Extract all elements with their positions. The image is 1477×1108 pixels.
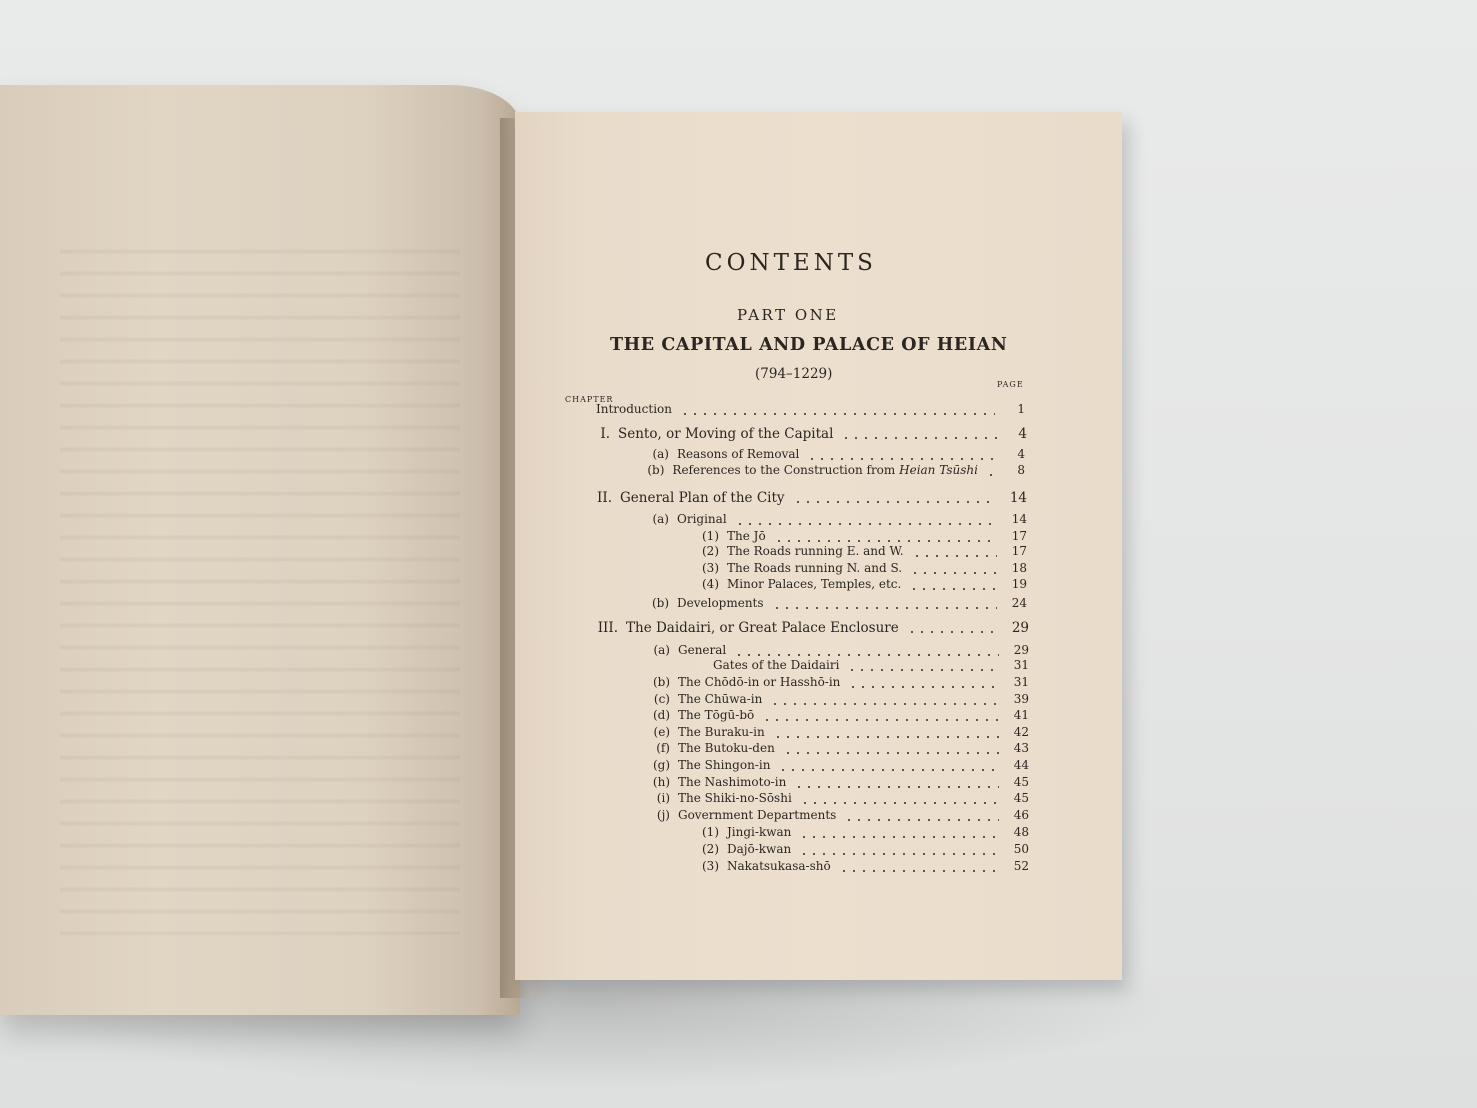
entry-number: (e) <box>653 725 670 739</box>
entry-number: (h) <box>652 775 670 789</box>
entry-label <box>678 791 792 805</box>
contents-entry <box>685 842 1029 860</box>
contents-entry <box>685 859 1029 877</box>
entry-label <box>618 426 833 442</box>
dot-leader <box>839 869 999 873</box>
entry-label <box>678 741 775 755</box>
entry-page-number: 4 <box>1017 447 1025 461</box>
entry-number: (i) <box>656 791 670 805</box>
contents-entry <box>563 490 1027 508</box>
contents-entry <box>635 512 1027 530</box>
entry-label-text: General Plan of the City <box>620 490 785 506</box>
entry-page-number: 43 <box>1013 741 1029 755</box>
entry-page-number: 14 <box>1009 490 1027 506</box>
left-page <box>0 85 520 1015</box>
entry-label-text: Nakatsukasa-shō <box>727 859 831 873</box>
entry-label-text: General <box>678 643 727 657</box>
entry-label-text: Government Departments <box>678 808 837 822</box>
entry-label <box>677 447 799 461</box>
dot-leader <box>680 412 995 416</box>
dot-leader <box>770 702 999 706</box>
entry-label <box>727 577 901 591</box>
entry-label-text: Gates of the Daidairi <box>713 658 840 672</box>
entry-page-number: 41 <box>1013 708 1029 722</box>
entry-label <box>727 544 904 558</box>
dot-leader <box>848 685 999 689</box>
dot-leader <box>793 500 997 504</box>
entry-label-text: The Chōdō-in or Hasshō-in <box>678 675 841 689</box>
entry-number: I. <box>600 426 610 442</box>
dot-leader <box>912 554 997 558</box>
entry-label-text: Jingi-kwan <box>727 825 792 839</box>
dot-leader <box>807 457 995 461</box>
contents-entry <box>685 577 1027 595</box>
entry-label-text: The Roads running E. and W. <box>727 544 904 558</box>
dot-leader <box>907 630 999 634</box>
contents-entry <box>635 791 1029 809</box>
entry-label-italic: Heian Tsūshi <box>899 463 978 477</box>
entry-number: (1) <box>702 825 719 839</box>
entry-label <box>678 692 762 706</box>
entry-label-text: Developments <box>677 596 764 610</box>
dot-leader <box>844 818 999 822</box>
entry-page-number: 48 <box>1013 825 1029 839</box>
entry-page-number: 19 <box>1011 577 1027 591</box>
entry-label-text: Reasons of Removal <box>677 447 800 461</box>
part-heading: PART ONE <box>737 306 839 324</box>
entry-page-number: 45 <box>1013 791 1029 805</box>
entry-page-number: 39 <box>1013 692 1029 706</box>
dot-leader <box>910 571 997 575</box>
entry-number: (d) <box>652 708 670 722</box>
entry-label-text: Sento, or Moving of the Capital <box>618 426 834 442</box>
entry-page-number: 31 <box>1013 658 1029 672</box>
entry-page-number: 46 <box>1013 808 1029 822</box>
entry-label <box>596 402 672 416</box>
right-page-contents <box>515 112 1122 980</box>
dot-leader <box>735 522 997 526</box>
entry-label-text: The Daidairi, or Great Palace Enclosure <box>626 620 899 636</box>
entry-number: (f) <box>656 741 670 755</box>
entry-label <box>727 842 791 856</box>
dot-leader <box>799 835 999 839</box>
entry-number: (b) <box>652 675 670 689</box>
entry-page-number: 17 <box>1011 544 1027 558</box>
contents-entry <box>563 620 1029 638</box>
dot-leader <box>773 735 999 739</box>
entry-number: (j) <box>656 808 670 822</box>
dot-leader <box>774 539 997 543</box>
contents-entry <box>588 402 1025 420</box>
entry-label-text: The Shiki-no-Sōshi <box>678 791 792 805</box>
entry-label-text: The Buraku-in <box>678 725 765 739</box>
contents-entry <box>635 758 1029 776</box>
entry-number: II. <box>597 490 612 506</box>
contents-title: CONTENTS <box>705 250 877 276</box>
entry-page-number: 14 <box>1011 512 1027 526</box>
entry-page-number: 24 <box>1011 596 1027 610</box>
dot-leader <box>762 718 999 722</box>
entry-page-number: 18 <box>1011 561 1027 575</box>
entry-label <box>727 859 831 873</box>
part-subtitle: THE CAPITAL AND PALACE OF HEIAN <box>610 335 1008 355</box>
dot-leader <box>783 751 999 755</box>
entry-label-text: The Shingon-in <box>678 758 771 772</box>
entry-label <box>678 808 836 822</box>
contents-entry <box>685 825 1029 843</box>
entry-label-text: The Chūwa-in <box>678 692 763 706</box>
chapter-column-label: CHAPTER <box>565 395 614 404</box>
dot-leader <box>841 436 997 440</box>
entry-page-number: 4 <box>1018 426 1027 442</box>
entry-label <box>678 725 765 739</box>
entry-number: (3) <box>702 859 719 873</box>
entry-label-text: The Roads running N. and S. <box>727 561 903 575</box>
entry-number: (a) <box>653 643 670 657</box>
entry-page-number: 44 <box>1013 758 1029 772</box>
entry-page-number: 45 <box>1013 775 1029 789</box>
entry-label <box>727 825 791 839</box>
entry-page-number: 52 <box>1013 859 1029 873</box>
entry-label-text: The Butoku-den <box>678 741 775 755</box>
entry-number: (a) <box>652 447 669 461</box>
contents-entry <box>635 675 1029 693</box>
part-dates: (794–1229) <box>755 366 833 382</box>
entry-number: III. <box>597 620 618 636</box>
dot-leader <box>909 587 997 591</box>
entry-number: (2) <box>702 544 719 558</box>
entry-page-number: 8 <box>1017 463 1025 477</box>
entry-page-number: 31 <box>1013 675 1029 689</box>
dot-leader <box>799 852 999 856</box>
entry-label <box>678 758 770 772</box>
entry-number: (g) <box>652 758 670 772</box>
contents-entry <box>563 426 1027 444</box>
entry-label-text: References to the Construction from <box>672 463 896 477</box>
entry-page-number: 17 <box>1011 529 1027 543</box>
entry-label <box>713 658 839 672</box>
entry-number: (b) <box>651 596 669 610</box>
entry-label <box>678 775 786 789</box>
entry-page-number: 29 <box>1013 643 1029 657</box>
dot-leader <box>800 801 999 805</box>
dot-leader <box>847 668 999 672</box>
entry-number: (3) <box>702 561 719 575</box>
entry-label-text: Minor Palaces, Temples, etc. <box>727 577 902 591</box>
entry-label-text: Introduction <box>596 402 672 416</box>
entry-page-number: 50 <box>1013 842 1029 856</box>
entry-page-number: 1 <box>1017 402 1025 416</box>
dot-leader <box>986 473 998 477</box>
entry-label <box>727 529 766 543</box>
entry-label-text: The Tōgū-bō <box>678 708 755 722</box>
entry-label <box>620 490 785 506</box>
entry-page-number: 29 <box>1011 620 1029 636</box>
entry-label-text: Dajō-kwan <box>727 842 792 856</box>
entry-label-text: Original <box>677 512 727 526</box>
contents-entry <box>685 544 1027 562</box>
entry-label <box>678 708 754 722</box>
entry-number: (a) <box>652 512 669 526</box>
contents-entry <box>635 596 1027 614</box>
entry-label <box>678 643 726 657</box>
dot-leader <box>734 653 999 657</box>
entry-label <box>677 512 727 526</box>
entry-label <box>672 463 978 477</box>
entry-label <box>626 620 899 636</box>
contents-entry <box>635 741 1029 759</box>
dot-leader <box>794 785 999 789</box>
contents-entry <box>635 808 1029 826</box>
entry-label-text: The Nashimoto-in <box>678 775 787 789</box>
entry-number: (1) <box>702 529 719 543</box>
dot-leader <box>778 768 999 772</box>
entry-page-number: 42 <box>1013 725 1029 739</box>
entry-number: (b) <box>647 463 665 477</box>
entry-number: (2) <box>702 842 719 856</box>
left-page-show-through <box>60 235 460 935</box>
entry-label-text: The Jō <box>727 529 766 543</box>
contents-entry <box>635 708 1029 726</box>
entry-label <box>727 561 902 575</box>
contents-entry <box>705 658 1029 676</box>
page-column-label: PAGE <box>997 380 1024 389</box>
entry-number: (4) <box>702 577 719 591</box>
dot-leader <box>772 606 997 610</box>
contents-entry <box>635 463 1025 481</box>
entry-label <box>677 596 764 610</box>
entry-number: (c) <box>653 692 670 706</box>
entry-label <box>678 675 840 689</box>
